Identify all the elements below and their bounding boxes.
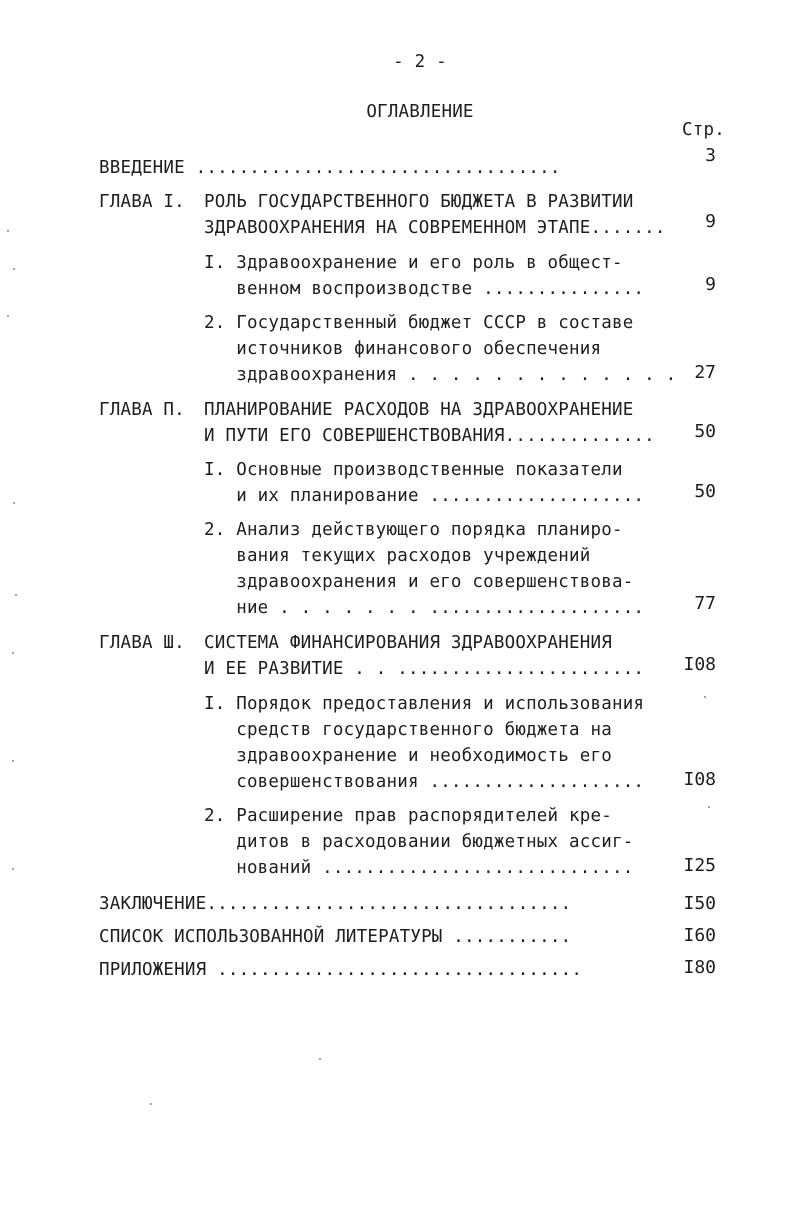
toc-entry-intro: ВВЕДЕНИЕ .................................. <box>99 158 561 178</box>
scan-speck <box>12 652 14 654</box>
chapter-1-section-2-line-2: источников финансового обеспечения <box>204 339 602 359</box>
chapter-3-section-1-page: I08 <box>683 769 716 790</box>
chapter-1-section-2-line-3: здравоохранения . . . . . . . . . . . . . <box>204 365 677 385</box>
chapter-2-section-1-line-1: I. Основные производственные показатели <box>204 460 623 480</box>
scan-speck <box>319 1058 321 1060</box>
toc-entry-appendix: ПРИЛОЖЕНИЯ .................................. <box>99 960 583 980</box>
chapter-3-section-1-line-4: совершенствования .................... <box>204 772 645 792</box>
chapter-2-title-line-1: ПЛАНИРОВАНИЕ РАСХОДОВ НА ЗДРАВООХРАНЕНИЕ <box>204 400 634 420</box>
chapter-3-section-1-line-3: здравоохранение и необходимость его <box>204 746 612 766</box>
toc-page-literature: I60 <box>683 925 716 946</box>
chapter-3-section-1-line-2: средств государственного бюджета на <box>204 720 612 740</box>
chapter-1-title-line-1: РОЛЬ ГОСУДАРСТВЕННОГО БЮДЖЕТА В РАЗВИТИИ <box>204 192 634 212</box>
chapter-3-label: ГЛАВА Ш. <box>99 633 185 653</box>
chapter-3-section-2-line-1: 2. Расширение прав распорядителей кре- <box>204 806 612 826</box>
chapter-2-section-2-line-3: здравоохранения и его совершенствова- <box>204 572 634 592</box>
scan-speck <box>708 806 710 808</box>
chapter-3-section-2-line-3: нований ............................. <box>204 858 634 878</box>
chapter-1-page: 9 <box>705 211 716 232</box>
toc-title: ОГЛАВЛЕНИЕ <box>366 102 474 122</box>
chapter-1-section-1-page: 9 <box>705 274 716 295</box>
scan-speck <box>12 760 14 762</box>
scan-speck <box>7 230 9 232</box>
toc-page-appendix: I80 <box>683 957 716 978</box>
chapter-3-title-line-1: СИСТЕМА ФИНАНСИРОВАНИЯ ЗДРАВООХРАНЕНИЯ <box>204 633 612 653</box>
chapter-1-section-1-line-1: I. Здравоохранение и его роль в общест- <box>204 253 623 273</box>
chapter-3-section-2-page: I25 <box>683 855 716 876</box>
chapter-2-label: ГЛАВА П. <box>99 400 185 420</box>
chapter-1-section-2-line-1: 2. Государственный бюджет СССР в составе <box>204 313 634 333</box>
chapter-2-section-1-line-2: и их планирование .................... <box>204 486 645 506</box>
page-number: - 2 - <box>393 52 447 72</box>
chapter-1-title-line-2: ЗДРАВООХРАНЕНИЯ НА СОВРЕМЕННОМ ЭТАПЕ....... <box>204 218 666 238</box>
toc-entry-literature: СПИСОК ИСПОЛЬЗОВАННОЙ ЛИТЕРАТУРЫ ........... <box>99 927 572 947</box>
chapter-3-section-1-line-1: I. Порядок предоставления и использования <box>204 694 645 714</box>
scan-speck <box>13 502 15 504</box>
toc-page-intro: 3 <box>705 145 716 166</box>
chapter-1-section-2-page: 27 <box>694 362 716 383</box>
scan-speck <box>12 868 14 870</box>
chapter-2-section-2-line-4: ние . . . . . . . .................... <box>204 598 645 618</box>
chapter-3-section-2-line-2: дитов в расходовании бюджетных ассиг- <box>204 832 634 852</box>
scan-speck <box>7 315 9 317</box>
chapter-2-section-2-line-2: вания текущих расходов учреждений <box>204 546 591 566</box>
chapter-1-section-1-line-2: венном воспроизводстве ............... <box>204 279 645 299</box>
toc-page-conclusion: I50 <box>683 893 716 914</box>
scan-speck <box>704 696 706 698</box>
chapter-3-title-line-2: И ЕЕ РАЗВИТИЕ . . ....................... <box>204 659 645 679</box>
chapter-1-label: ГЛАВА I. <box>99 192 185 212</box>
chapter-2-section-2-page: 77 <box>694 593 716 614</box>
chapter-2-title-line-2: И ПУТИ ЕГО СОВЕРШЕНСТВОВАНИЯ.............. <box>204 426 655 446</box>
scan-speck <box>15 594 17 596</box>
page-column-header: Стр. <box>682 120 725 140</box>
chapter-2-page: 50 <box>694 421 716 442</box>
chapter-2-section-1-page: 50 <box>694 481 716 502</box>
chapter-3-page: I08 <box>683 654 716 675</box>
chapter-2-section-2-line-1: 2. Анализ действующего порядка планиро- <box>204 520 623 540</box>
toc-entry-conclusion: ЗАКЛЮЧЕНИЕ.................................. <box>99 894 572 914</box>
scan-speck <box>150 1103 152 1105</box>
scan-speck <box>13 268 15 270</box>
